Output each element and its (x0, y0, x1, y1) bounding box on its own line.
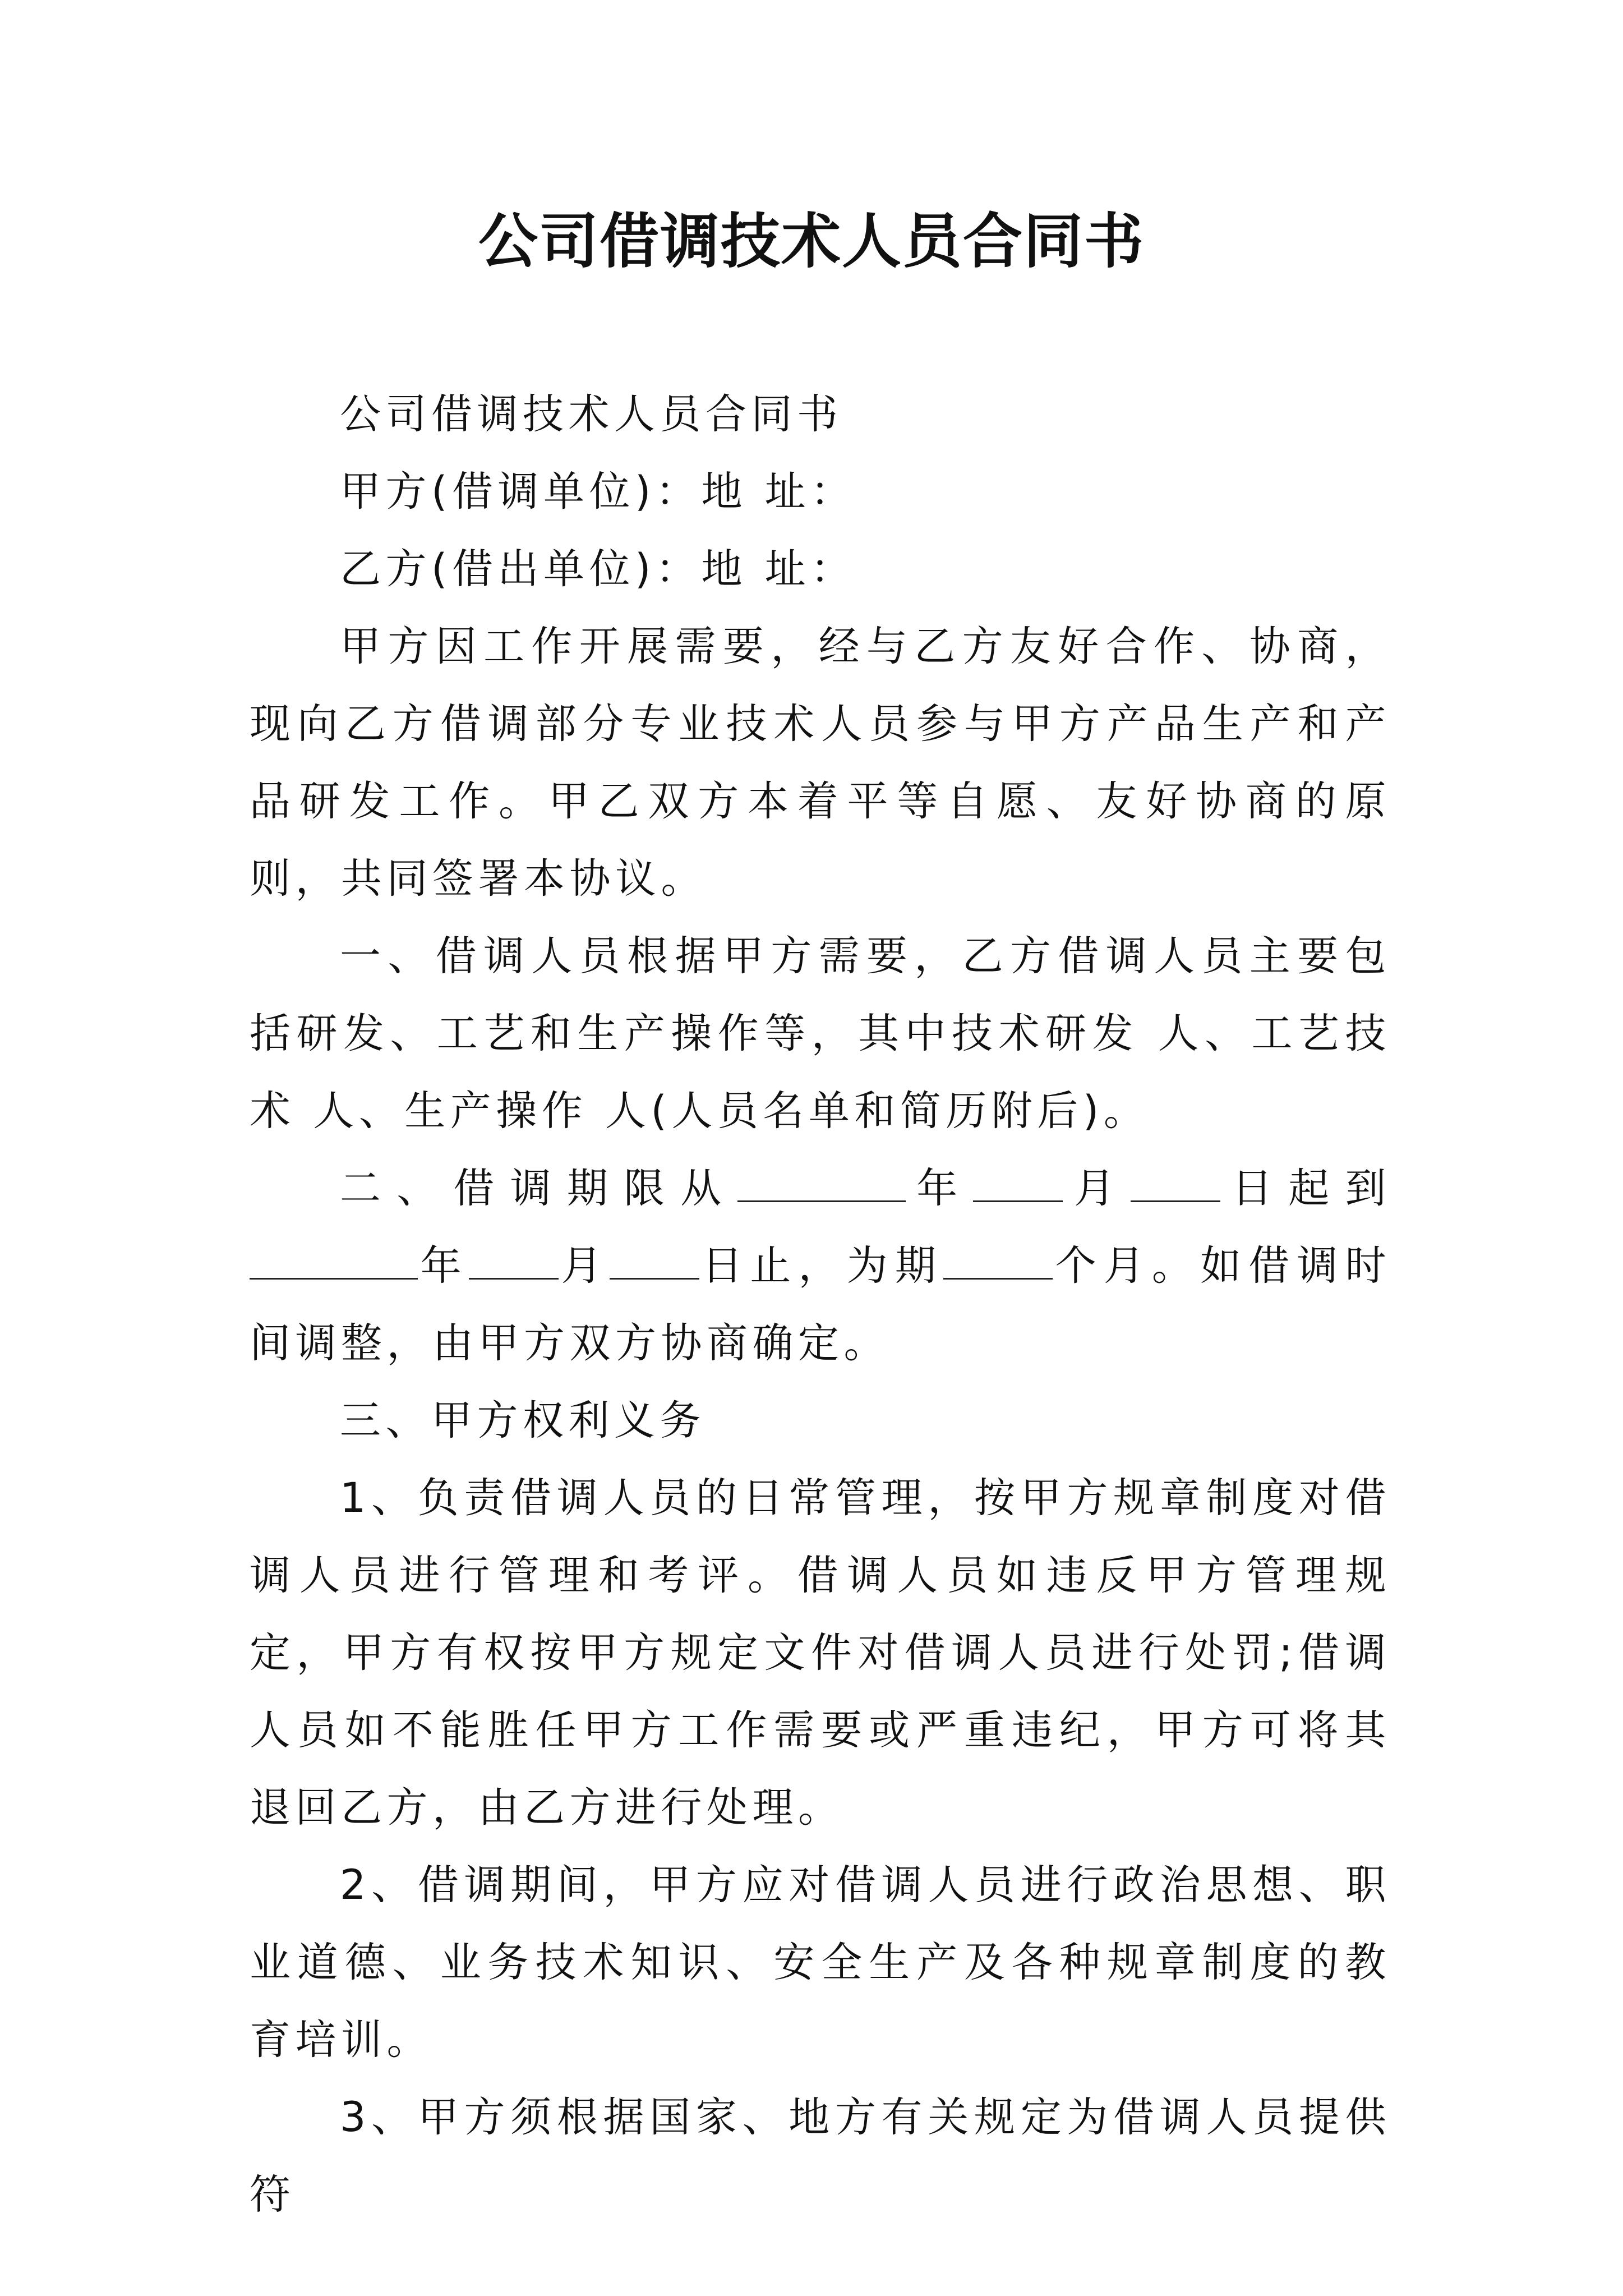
paragraph-clause-3-1: 1、负责借调人员的日常管理，按甲方规章制度对借调人员进行管理和考评。借调人员如违反甲方管理规定，甲方有权按甲方规定文件对借调人员进行处罚;借调人员如不能胜任甲方工作需要或严重违纪，甲方可将其退回乙方，由乙方进行处理。 (250, 1474, 1391, 1832)
paragraph-party-a: 甲方(借调单位)：地 址： (340, 468, 856, 516)
blank-duration-months (943, 1243, 1053, 1280)
blank-start-month (973, 1166, 1063, 1202)
clause-2-prefix: 二、借调期限从 (340, 1165, 737, 1212)
blank-start-day (1131, 1166, 1220, 1202)
clause-2-month-label: 月 (1063, 1165, 1131, 1212)
blank-end-day (610, 1243, 699, 1280)
paragraph-clause-3-2: 2、借调期间，甲方应对借调人员进行政治思想、职业道德、业务技术知识、安全生产及各种规章制度的教育培训。 (250, 1861, 1391, 2064)
blank-end-month (469, 1243, 559, 1280)
clause-2-year2-label: 年 (418, 1242, 469, 1290)
paragraph-clause-2 (250, 1150, 1391, 1382)
clause-2-suffix: 个月。如借调时间调整，由甲方双方协商确定。 (250, 1242, 1391, 1367)
clause-2-year-label: 年 (905, 1165, 974, 1212)
paragraph-clause-3: 三、甲方权利义务 (340, 1397, 706, 1444)
paragraph-heading: 公司借调技术人员合同书 (340, 390, 843, 438)
paragraph-party-b: 乙方(借出单位)：地 址： (340, 545, 856, 593)
clause-2-month2-label: 月 (558, 1242, 610, 1290)
paragraph-preamble: 甲方因工作开展需要，经与乙方友好合作、协商，现向乙方借调部分专业技术人员参与甲方产品生产和产品研发工作。甲乙双方本着平等自愿、友好协商的原则，共同签署本协议。 (250, 623, 1391, 903)
blank-start-year (737, 1166, 906, 1202)
document-body (250, 376, 1391, 2234)
paragraph-clause-3-3: 3、甲方须根据国家、地方有关规定为借调人员提供符 (250, 2093, 1391, 2219)
clause-2-day-to-label: 日止，为期 (699, 1242, 943, 1290)
document-title: 公司借调技术人员合同书 (478, 206, 1145, 276)
clause-2-day-from-label: 日起到 (1220, 1165, 1391, 1212)
paragraph-clause-1: 一、借调人员根据甲方需要，乙方借调人员主要包括研发、工艺和生产操作等，其中技术研发 人、工艺技术 人、生产操作 人(人员名单和简历附后)。 (250, 932, 1391, 1135)
blank-end-year (250, 1243, 418, 1280)
